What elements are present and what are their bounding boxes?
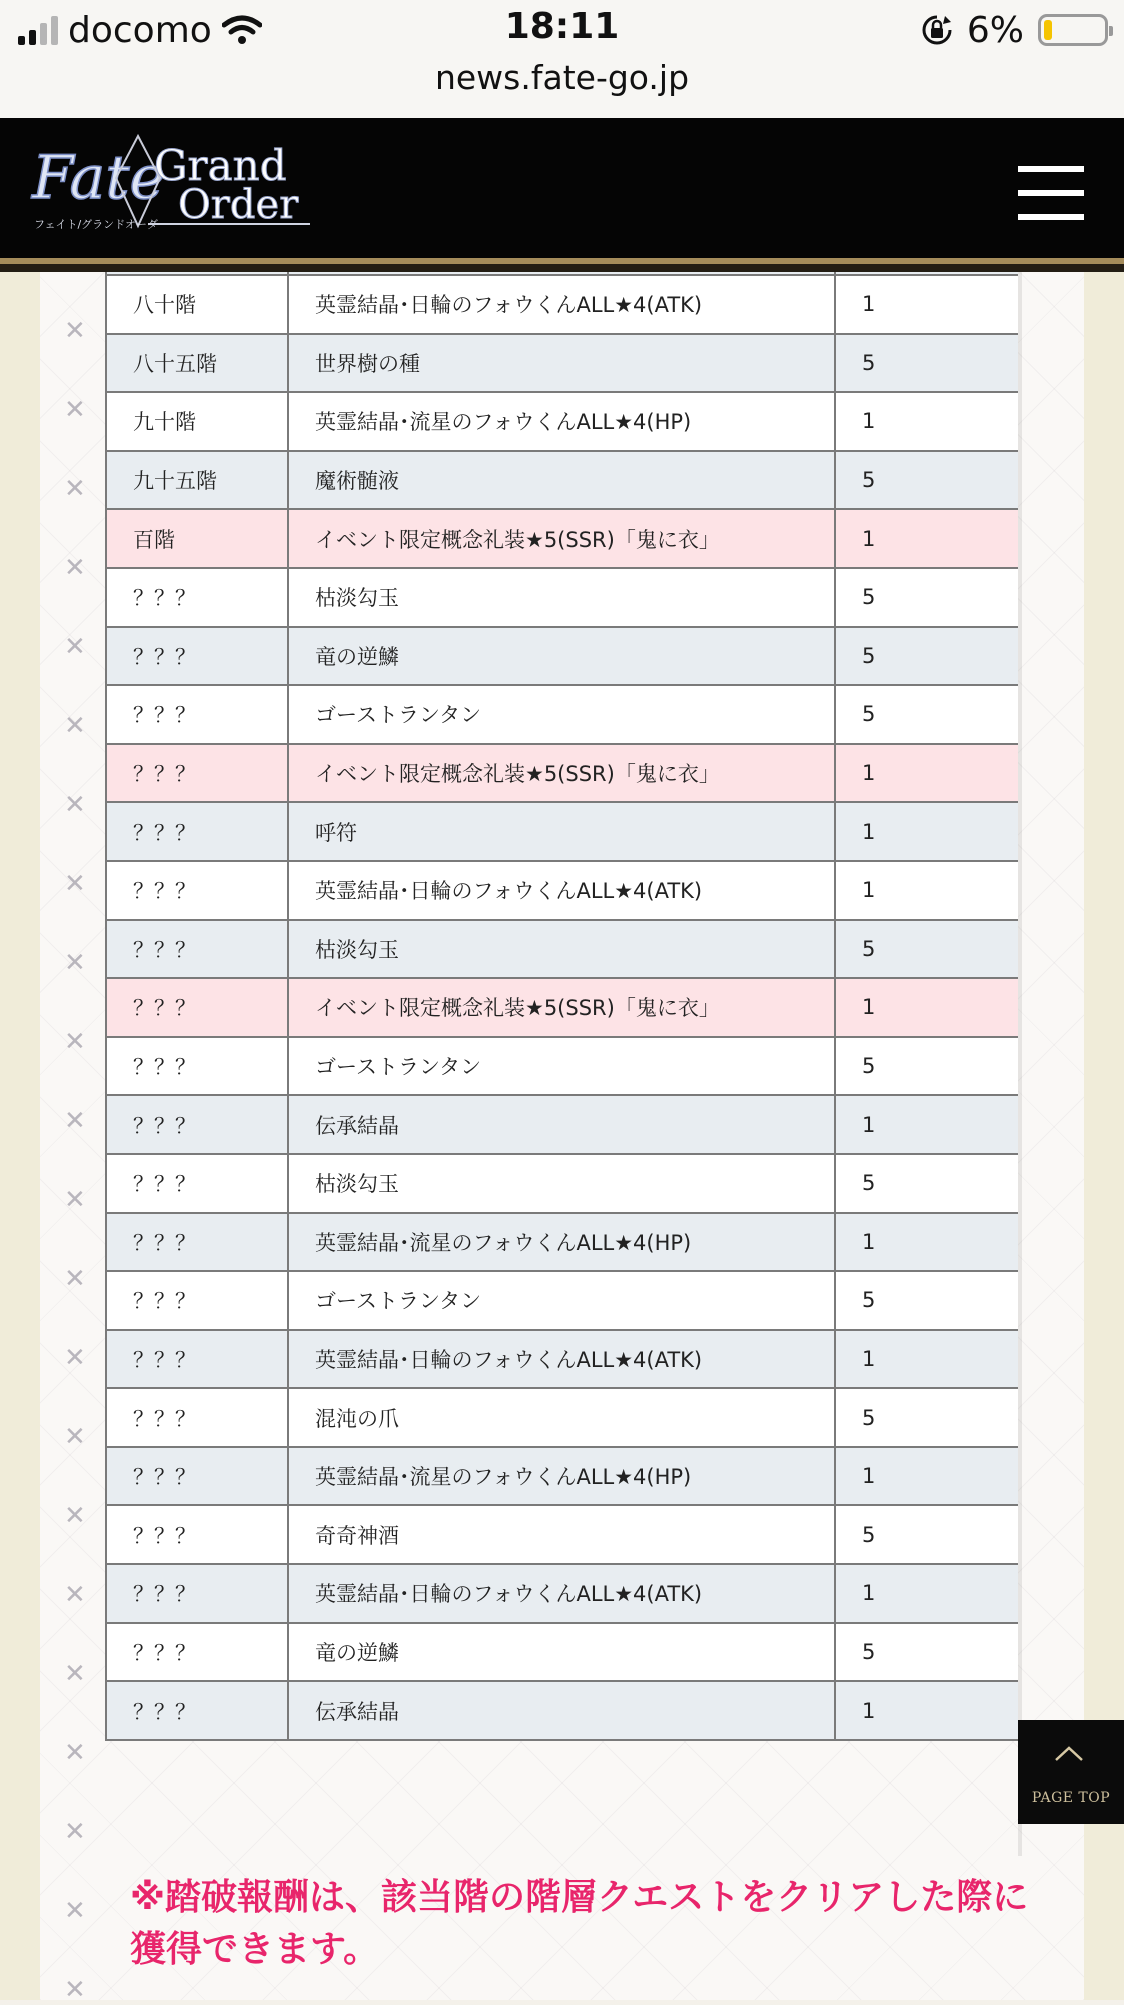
- table-row: [106, 1447, 1018, 1506]
- x-mark-decoration: ✕: [64, 553, 86, 583]
- floor-cell: 九十階: [106, 392, 288, 451]
- item-cell: 竜の逆鱗: [288, 1623, 835, 1682]
- floor-cell: ？？？: [106, 802, 288, 861]
- floor-cell: ？？？: [106, 1564, 288, 1623]
- table-row: [106, 920, 1018, 979]
- item-cell: 英霊結晶･日輪のフォウくんALL★4(ATK): [288, 861, 835, 920]
- logo-text-grand: Grand: [154, 141, 287, 190]
- table-row: [106, 392, 1018, 451]
- floor-cell: 九十五階: [106, 451, 288, 510]
- table-row: [106, 802, 1018, 861]
- x-mark-decoration: ✕: [64, 1027, 86, 1057]
- count-cell: 1: [835, 744, 1018, 803]
- floor-cell: 八十五階: [106, 334, 288, 393]
- table-row: [106, 509, 1018, 568]
- count-cell: 5: [835, 451, 1018, 510]
- logo-text-order: Order: [178, 182, 299, 228]
- table-shadow: [1018, 272, 1022, 1856]
- x-mark-decoration: ✕: [64, 1659, 86, 1689]
- x-mark-decoration: ✕: [64, 1580, 86, 1610]
- floor-cell: ？？？: [106, 685, 288, 744]
- x-mark-decoration: ✕: [64, 790, 86, 820]
- item-cell: 奇奇神酒: [288, 1505, 835, 1564]
- floor-cell: 百階: [106, 509, 288, 568]
- page-top-label: PAGE TOP: [1031, 1790, 1111, 1806]
- x-mark-decoration: ✕: [64, 1817, 86, 1847]
- x-mark-decoration: ✕: [64, 1975, 86, 2005]
- table-row: [106, 744, 1018, 803]
- item-cell: 呼符: [288, 802, 835, 861]
- item-cell: 英霊結晶･日輪のフォウくんALL★4(ATK): [288, 1564, 835, 1623]
- table-row: [106, 685, 1018, 744]
- x-mark-decoration: ✕: [64, 1343, 86, 1373]
- table-row: [106, 1213, 1018, 1272]
- x-mark-decoration: ✕: [64, 869, 86, 899]
- item-cell: ゴーストランタン: [288, 1271, 835, 1330]
- logo-text-fate: Fate: [32, 143, 165, 213]
- x-mark-decoration: ✕: [64, 1106, 86, 1136]
- table-row: [106, 1623, 1018, 1682]
- x-mark-decoration: ✕: [64, 395, 86, 425]
- floor-cell: ？？？: [106, 978, 288, 1037]
- reward-table-container: [105, 272, 1018, 1856]
- floor-cell: 八十階: [106, 275, 288, 334]
- count-cell: 1: [835, 509, 1018, 568]
- floor-cell: ？？？: [106, 1154, 288, 1213]
- table-row: [106, 978, 1018, 1037]
- count-cell: 1: [835, 802, 1018, 861]
- x-mark-decoration: ✕: [64, 1501, 86, 1531]
- count-cell: 1: [835, 861, 1018, 920]
- count-cell: 1: [835, 1681, 1018, 1740]
- count-cell: 5: [835, 334, 1018, 393]
- item-cell: ゴーストランタン: [288, 685, 835, 744]
- count-cell: 1: [835, 275, 1018, 334]
- x-mark-decoration: ✕: [64, 711, 86, 741]
- battery-icon: [1038, 14, 1108, 46]
- count-cell: 1: [835, 1447, 1018, 1506]
- item-cell: 枯淡勾玉: [288, 1154, 835, 1213]
- floor-cell: ？？？: [106, 568, 288, 627]
- chevron-up-icon: [1054, 1740, 1084, 1770]
- table-row: [106, 275, 1018, 334]
- table-row: [106, 1037, 1018, 1096]
- count-cell: 5: [835, 1623, 1018, 1682]
- table-row: [106, 568, 1018, 627]
- x-mark-decoration: ✕: [64, 1264, 86, 1294]
- count-cell: 5: [835, 627, 1018, 686]
- status-bar: [0, 0, 1124, 118]
- floor-cell: ？？？: [106, 1447, 288, 1506]
- carrier-name: docomo: [68, 9, 212, 51]
- item-cell: ゴーストランタン: [288, 1037, 835, 1096]
- reward-table: [105, 272, 1018, 1741]
- count-cell: 1: [835, 1330, 1018, 1389]
- floor-cell: ？？？: [106, 1037, 288, 1096]
- item-cell: 世界樹の種: [288, 334, 835, 393]
- battery-percent: 6%: [966, 9, 1024, 51]
- x-mark-decoration: ✕: [64, 1185, 86, 1215]
- count-cell: 5: [835, 1505, 1018, 1564]
- item-cell: 竜の逆鱗: [288, 627, 835, 686]
- floor-cell: ？？？: [106, 1681, 288, 1740]
- table-row: [106, 1505, 1018, 1564]
- item-cell: 伝承結晶: [288, 1095, 835, 1154]
- item-cell: 英霊結晶･日輪のフォウくんALL★4(ATK): [288, 1330, 835, 1389]
- floor-cell: ？？？: [106, 1271, 288, 1330]
- x-mark-decoration: ✕: [64, 316, 86, 346]
- table-row: [106, 1330, 1018, 1389]
- table-row: [106, 334, 1018, 393]
- header-divider-shadow: [0, 264, 1124, 272]
- count-cell: 5: [835, 685, 1018, 744]
- x-mark-decoration: ✕: [64, 948, 86, 978]
- table-row: [106, 1388, 1018, 1447]
- item-cell: 英霊結晶･流星のフォウくんALL★4(HP): [288, 1213, 835, 1272]
- x-mark-decoration: ✕: [64, 1896, 86, 1926]
- item-cell: 枯淡勾玉: [288, 568, 835, 627]
- x-mark-decoration: ✕: [64, 474, 86, 504]
- x-mark-decoration: ✕: [64, 1422, 86, 1452]
- item-cell: 英霊結晶･日輪のフォウくんALL★4(ATK): [288, 275, 835, 334]
- floor-cell: ？？？: [106, 1095, 288, 1154]
- floor-cell: ？？？: [106, 920, 288, 979]
- table-row: [106, 1271, 1018, 1330]
- item-cell: イベント限定概念礼装★5(SSR)「鬼に衣」: [288, 744, 835, 803]
- page-top-button[interactable]: [1018, 1720, 1124, 1824]
- floor-cell: ？？？: [106, 1213, 288, 1272]
- table-row: [106, 451, 1018, 510]
- count-cell: 1: [835, 1213, 1018, 1272]
- table-row: [106, 1564, 1018, 1623]
- count-cell: 5: [835, 920, 1018, 979]
- count-cell: 1: [835, 978, 1018, 1037]
- rotation-lock-icon: [921, 14, 953, 46]
- item-cell: 混沌の爪: [288, 1388, 835, 1447]
- count-cell: 5: [835, 1154, 1018, 1213]
- floor-cell: ？？？: [106, 1330, 288, 1389]
- floor-cell: ？？？: [106, 744, 288, 803]
- item-cell: 枯淡勾玉: [288, 920, 835, 979]
- address-bar-url[interactable]: news.fate-go.jp: [434, 58, 690, 97]
- table-row: [106, 1154, 1018, 1213]
- x-mark-decoration: ✕: [64, 1738, 86, 1768]
- count-cell: 1: [835, 392, 1018, 451]
- table-row: [106, 1681, 1018, 1740]
- item-cell: イベント限定概念礼装★5(SSR)「鬼に衣」: [288, 978, 835, 1037]
- count-cell: 5: [835, 1271, 1018, 1330]
- hamburger-menu-icon[interactable]: [1018, 166, 1084, 220]
- fate-grand-order-logo[interactable]: [28, 122, 318, 242]
- item-cell: 伝承結晶: [288, 1681, 835, 1740]
- floor-cell: ？？？: [106, 1388, 288, 1447]
- count-cell: 5: [835, 568, 1018, 627]
- floor-cell: ？？？: [106, 861, 288, 920]
- item-cell: イベント限定概念礼装★5(SSR)「鬼に衣」: [288, 509, 835, 568]
- count-cell: 1: [835, 1564, 1018, 1623]
- item-cell: 英霊結晶･流星のフォウくんALL★4(HP): [288, 1447, 835, 1506]
- count-cell: 1: [835, 1095, 1018, 1154]
- item-cell: 魔術髄液: [288, 451, 835, 510]
- item-cell: 英霊結晶･流星のフォウくんALL★4(HP): [288, 392, 835, 451]
- count-cell: 5: [835, 1388, 1018, 1447]
- floor-cell: ？？？: [106, 1623, 288, 1682]
- table-row: [106, 627, 1018, 686]
- clock: 18:11: [504, 6, 620, 47]
- floor-cell: ？？？: [106, 1505, 288, 1564]
- reward-note: ※踏破報酬は、該当階の階層クエストをクリアした際に獲得できます。: [130, 1877, 1029, 1970]
- table-row: [106, 1095, 1018, 1154]
- decorative-x-marks: [64, 272, 94, 2005]
- floor-cell: ？？？: [106, 627, 288, 686]
- logo-subtitle: フェイト/グランドオーダー: [34, 218, 169, 231]
- table-row: [106, 861, 1018, 920]
- x-mark-decoration: ✕: [64, 632, 86, 662]
- count-cell: 5: [835, 1037, 1018, 1096]
